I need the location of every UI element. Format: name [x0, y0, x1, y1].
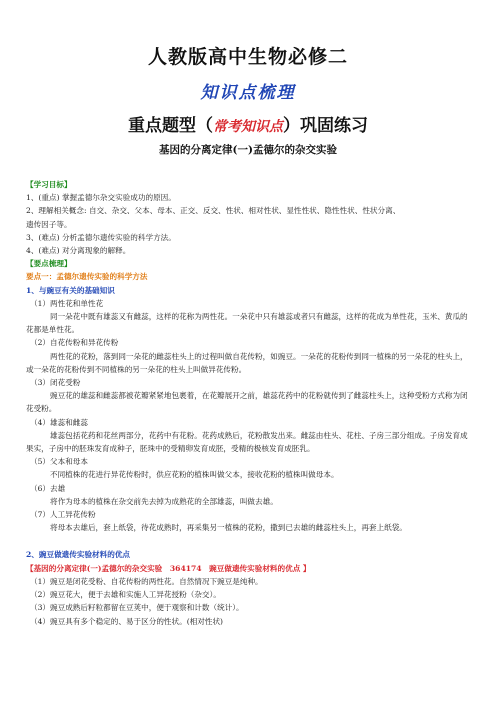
item-label: （6）去雄	[30, 483, 66, 493]
goal-item: 4、(难点) 对分离现象的解释。	[26, 246, 131, 256]
spacer	[26, 534, 470, 548]
goals-heading: 【学习目标】	[26, 180, 72, 189]
goal-item: 1、(重点) 掌握孟德尔杂交实验成功的原因。	[26, 193, 176, 203]
advantage-item: （3）豌豆成熟后籽粒都留在豆荚中，便于观察和计数（统计）。	[30, 603, 244, 613]
item-text: 雄蕊包括花药和花丝两部分，花药中有花粉。花药成熟后，花粉散发出来。雌蕊由柱头、花柱、子房三部分组成。子房发育成果实，子房中的胚珠发育成种子，胚珠中的受精卵发育成胚，受精的极核发育成胚乳。	[26, 430, 468, 454]
section-title	[26, 114, 470, 139]
item-label: （3）闭花受粉	[30, 378, 81, 388]
goal-item: 遗传因子等。	[26, 219, 72, 229]
document-title: 人教版高中生物必修二	[147, 46, 348, 68]
item-text: 将作为母本的植株在杂交前先去掉为成熟花的全部雄蕊，叫做去雄。	[50, 496, 278, 506]
item-text: 两性花的花粉，落到同一朵花的雌蕊柱头上的过程叫做自花传粉，如豌豆。一朵花的花粉传到同一植株的另一朵花的柱头上，或一朵花的花粉传到不同植株的另一朵花的柱头上叫做异花传粉。	[26, 351, 468, 374]
point-one-heading: 要点一：孟德尔遗传实验的科学方法	[26, 272, 148, 282]
item-label: （4）雄蕊和雌蕊	[30, 417, 88, 427]
goal-item: 3、(难点) 分析孟德尔遗传实验的科学方法。	[26, 232, 176, 242]
topic-heading: 基因的分离定律(一)孟德尔的杂交实验	[159, 144, 337, 156]
advantage-item: （2）豌豆花大，便于去雄和实施人工异花授粉（杂交）。	[30, 590, 221, 600]
advantage-item: （1）豌豆是闭花受粉、自花传粉的两性花。自然情况下豌豆是纯种。	[30, 576, 263, 586]
item-text: 豌豆花的雄蕊和雌蕊都被花瓣紧紧地包裹着，在花瓣展开之前，雄蕊花药中的花粉就传到了雌蕊柱头上，这种受粉方式称为闭花受粉。	[26, 391, 468, 414]
goal-item: 2、理解相关概念: 自交、杂交、父本、母本、正交、反交、性状、相对性状、显性性状、隐性性状、性状分离、	[26, 206, 401, 216]
section-title-suffix: ）巩固练习	[283, 116, 368, 136]
document-subtitle: 知识点梳理	[200, 83, 296, 103]
item-text: 同一朵花中既有雄蕊又有雌蕊，这样的花称为两性花。一朵花中只有雄蕊或者只有雌蕊，这样的花成为单性花，玉米、黄瓜的花都是单性花。	[26, 312, 468, 335]
points-heading: 【要点梳理】	[26, 259, 72, 269]
item-label: （5）父本和母本	[30, 457, 88, 467]
subsection-heading: 2、豌豆做遗传实验材料的优点	[26, 550, 131, 560]
subsection-heading: 1、与豌豆有关的基础知识	[26, 285, 115, 295]
advantage-item: （4）豌豆具有多个稳定的、易于区分的性状。(相对性状)	[30, 616, 224, 626]
item-text: 不同植株的花进行异花传粉时，供应花粉的植株叫做父本，接收花粉的植株叫做母本。	[50, 470, 339, 480]
item-label: （1）两性花和单性花	[30, 298, 104, 308]
item-label: （2）自花传粉和异花传粉	[30, 338, 119, 348]
content-body	[26, 178, 470, 628]
item-text: 将母本去雄后，套上纸袋，待花成熟时，再采集另一植株的花粉，撒到已去雄的雌蕊柱头上，再套上纸袋。	[50, 523, 407, 533]
item-label: （7）人工异花传粉	[30, 510, 96, 520]
section-title-prefix: 重点题型（	[128, 116, 213, 136]
section-title-emphasis: 常考知识点	[213, 119, 283, 135]
reference-link[interactable]: 【基因的分离定律(一)孟德尔的杂交实验 364174 豌豆做遗传实验材料的优点 】	[26, 563, 311, 573]
